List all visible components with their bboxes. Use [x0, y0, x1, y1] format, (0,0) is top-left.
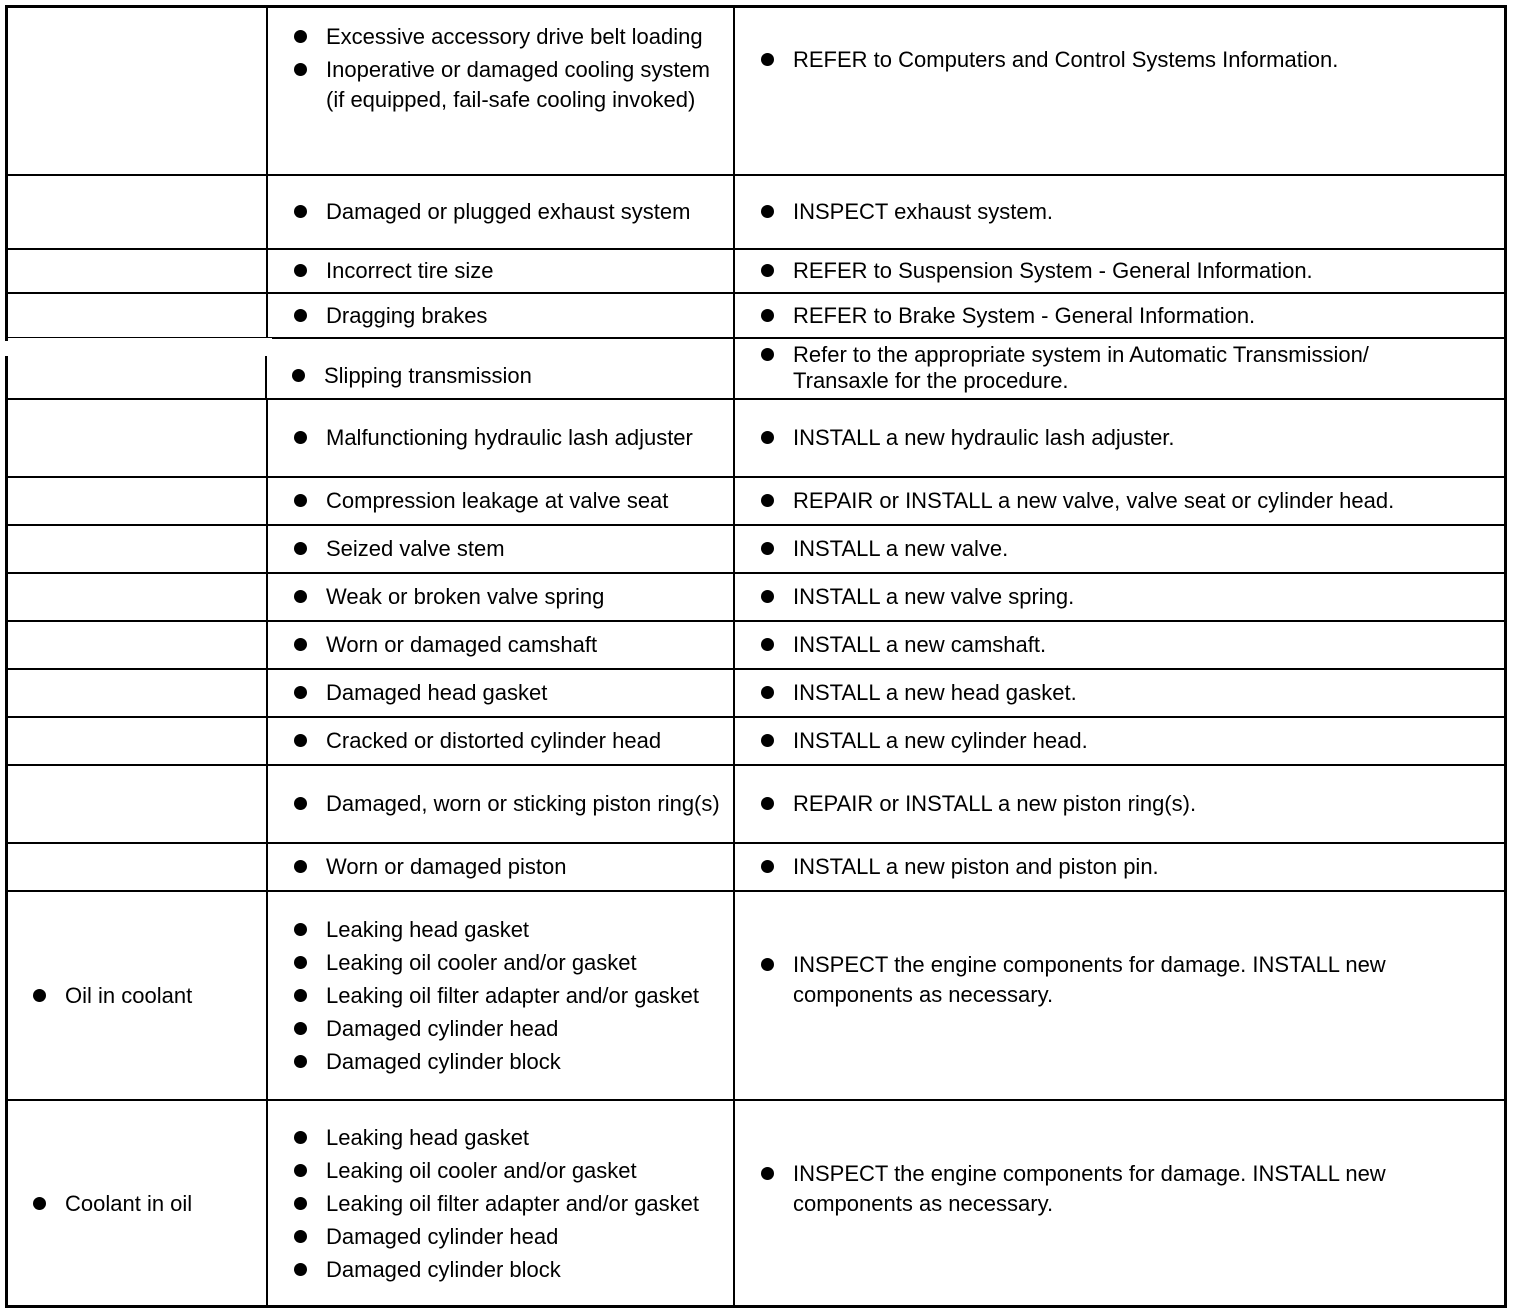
cause-cell — [266, 400, 733, 476]
condition-cell — [7, 718, 266, 764]
list-item: Leaking oil cooler and/or gasket — [294, 948, 725, 978]
bullet-icon — [761, 958, 774, 971]
table-row — [7, 8, 1506, 176]
list-item: INSPECT exhaust system. — [761, 197, 1498, 227]
action-cell — [733, 8, 1506, 174]
cause-cell — [266, 670, 733, 716]
list-item: INSTALL a new piston and piston pin. — [761, 852, 1498, 882]
bullet-icon — [294, 860, 307, 873]
cause-cell — [266, 622, 733, 668]
condition-cell — [7, 8, 266, 174]
list-item: INSTALL a new head gasket. — [761, 678, 1498, 708]
list-item: Leaking head gasket — [294, 1123, 725, 1153]
bullet-icon — [294, 590, 307, 603]
action-cell — [733, 718, 1506, 764]
list-item: Coolant in oil — [33, 1189, 266, 1219]
table-row — [7, 766, 1506, 844]
bullet-icon — [761, 309, 774, 322]
column-divider — [265, 356, 267, 398]
bullet-icon — [294, 205, 307, 218]
list-item: INSTALL a new hydraulic lash adjuster. — [761, 423, 1498, 453]
list-item: Leaking oil filter adapter and/or gasket — [294, 981, 725, 1011]
bullet-icon — [294, 734, 307, 747]
list-item: Slipping transmission — [292, 361, 725, 391]
action-cell — [733, 844, 1506, 890]
bullet-icon — [294, 1197, 307, 1210]
condition-cell — [7, 670, 266, 716]
condition-cell — [7, 176, 266, 248]
table-row — [7, 176, 1506, 250]
bullet-icon — [761, 431, 774, 444]
action-cell — [733, 176, 1506, 248]
table-row — [7, 478, 1506, 526]
condition-cell — [7, 574, 266, 620]
action-cell — [733, 622, 1506, 668]
condition-cell — [7, 844, 266, 890]
action-cell — [733, 766, 1506, 842]
bullet-icon — [294, 494, 307, 507]
cause-cell — [266, 176, 733, 248]
list-item: Compression leakage at valve seat — [294, 486, 725, 516]
action-cell — [733, 670, 1506, 716]
list-item: Damaged cylinder block — [294, 1047, 725, 1077]
table-row — [7, 294, 1506, 339]
bullet-icon — [761, 797, 774, 810]
action-cell — [733, 574, 1506, 620]
list-item: Dragging brakes — [294, 301, 725, 331]
table-row — [7, 526, 1506, 574]
table-row — [7, 892, 1506, 1101]
bullet-icon — [294, 264, 307, 277]
condition-cell — [7, 294, 266, 337]
list-item: Incorrect tire size — [294, 256, 725, 286]
cause-cell — [266, 526, 733, 572]
action-cell — [733, 250, 1506, 292]
table-row — [7, 622, 1506, 670]
cause-cell — [266, 718, 733, 764]
table-row — [7, 574, 1506, 622]
line-gap — [0, 338, 272, 356]
list-item: Weak or broken valve spring — [294, 582, 725, 612]
bullet-icon — [294, 797, 307, 810]
bullet-icon — [761, 348, 774, 361]
table-row — [7, 1101, 1506, 1307]
table-border-bottom — [7, 1305, 1507, 1308]
bullet-icon — [294, 542, 307, 555]
action-cell — [733, 294, 1506, 337]
list-item: Damaged or plugged exhaust system — [294, 197, 725, 227]
bullet-icon — [294, 686, 307, 699]
table-row — [7, 250, 1506, 294]
bullet-icon — [294, 1230, 307, 1243]
list-item: Cracked or distorted cylinder head — [294, 726, 725, 756]
list-item: Damaged cylinder head — [294, 1014, 725, 1044]
action-cell — [733, 400, 1506, 476]
cause-cell — [266, 766, 733, 842]
list-item: Leaking oil filter adapter and/or gasket — [294, 1189, 725, 1219]
cause-cell — [266, 339, 733, 398]
bullet-icon — [761, 53, 774, 66]
bullet-icon — [761, 542, 774, 555]
bullet-icon — [761, 205, 774, 218]
table-border-right — [1504, 7, 1507, 1308]
bullet-icon — [294, 30, 307, 43]
list-item: Malfunctioning hydraulic lash adjuster — [294, 423, 725, 453]
list-item: INSTALL a new cylinder head. — [761, 726, 1498, 756]
list-item: Worn or damaged camshaft — [294, 630, 725, 660]
table-row — [7, 844, 1506, 892]
condition-cell — [7, 250, 266, 292]
bullet-icon — [294, 1055, 307, 1068]
bullet-icon — [761, 860, 774, 873]
cause-cell — [266, 8, 733, 174]
bullet-icon — [761, 686, 774, 699]
list-item: INSTALL a new camshaft. — [761, 630, 1498, 660]
list-item: REPAIR or INSTALL a new valve, valve seat or cylinder head. — [761, 486, 1498, 516]
condition-cell — [7, 622, 266, 668]
table-border-left — [5, 5, 8, 341]
list-item: Damaged head gasket — [294, 678, 725, 708]
bullet-icon — [761, 494, 774, 507]
list-item: INSPECT the engine components for damage. INSTALL new components as necessary. — [761, 1159, 1476, 1219]
condition-cell — [7, 400, 266, 476]
bullet-icon — [294, 1022, 307, 1035]
table-row — [7, 718, 1506, 766]
list-item: Seized valve stem — [294, 534, 725, 564]
bullet-icon — [33, 989, 46, 1002]
bullet-icon — [294, 1131, 307, 1144]
list-item: INSTALL a new valve. — [761, 534, 1498, 564]
action-cell — [733, 339, 1506, 398]
list-item: Damaged cylinder block — [294, 1255, 725, 1285]
action-cell — [733, 892, 1506, 1099]
bullet-icon — [292, 369, 305, 382]
bullet-icon — [294, 1164, 307, 1177]
list-item: Oil in coolant — [33, 981, 266, 1011]
list-item: Leaking head gasket — [294, 915, 725, 945]
condition-cell — [7, 526, 266, 572]
bullet-icon — [33, 1197, 46, 1210]
list-item: Damaged, worn or sticking piston ring(s) — [294, 789, 725, 819]
cause-cell — [266, 250, 733, 292]
table-row — [7, 400, 1506, 478]
condition-cell — [7, 892, 266, 1099]
bullet-icon — [294, 63, 307, 76]
bullet-icon — [294, 923, 307, 936]
action-cell — [733, 478, 1506, 524]
bullet-icon — [294, 309, 307, 322]
list-item: Refer to the appropriate system in Automatic Transmission/ Transaxle for the procedure. — [761, 342, 1466, 394]
list-item: REFER to Brake System - General Information. — [761, 301, 1498, 331]
list-item: Worn or damaged piston — [294, 852, 725, 882]
list-item: REPAIR or INSTALL a new piston ring(s). — [761, 789, 1498, 819]
condition-cell — [7, 766, 266, 842]
bullet-icon — [294, 1263, 307, 1276]
list-item: INSTALL a new valve spring. — [761, 582, 1498, 612]
bullet-icon — [294, 956, 307, 969]
cause-cell — [266, 478, 733, 524]
list-item: INSPECT the engine components for damage. INSTALL new components as necessary. — [761, 950, 1476, 1010]
bullet-icon — [761, 638, 774, 651]
list-item: Inoperative or damaged cooling system (if equipped, fail-safe cooling invoked) — [294, 55, 725, 115]
condition-cell — [7, 1101, 266, 1307]
bullet-icon — [761, 264, 774, 277]
list-item: Excessive accessory drive belt loading — [294, 22, 725, 52]
list-item: Leaking oil cooler and/or gasket — [294, 1156, 725, 1186]
list-item: REFER to Suspension System - General Information. — [761, 256, 1498, 286]
cause-cell — [266, 574, 733, 620]
list-item: Damaged cylinder head — [294, 1222, 725, 1252]
cause-cell — [266, 844, 733, 890]
condition-cell — [7, 478, 266, 524]
table-row — [7, 670, 1506, 718]
list-item: REFER to Computers and Control Systems Information. — [761, 45, 1498, 75]
cause-cell — [266, 294, 733, 337]
bullet-icon — [761, 734, 774, 747]
bullet-icon — [761, 1167, 774, 1180]
bullet-icon — [761, 590, 774, 603]
cause-cell — [266, 1101, 733, 1307]
bullet-icon — [294, 989, 307, 1002]
cause-cell — [266, 892, 733, 1099]
table-border-left — [5, 356, 8, 1308]
table-border-top — [7, 5, 1507, 8]
action-cell — [733, 1101, 1506, 1307]
bullet-icon — [294, 431, 307, 444]
bullet-icon — [294, 638, 307, 651]
action-cell — [733, 526, 1506, 572]
